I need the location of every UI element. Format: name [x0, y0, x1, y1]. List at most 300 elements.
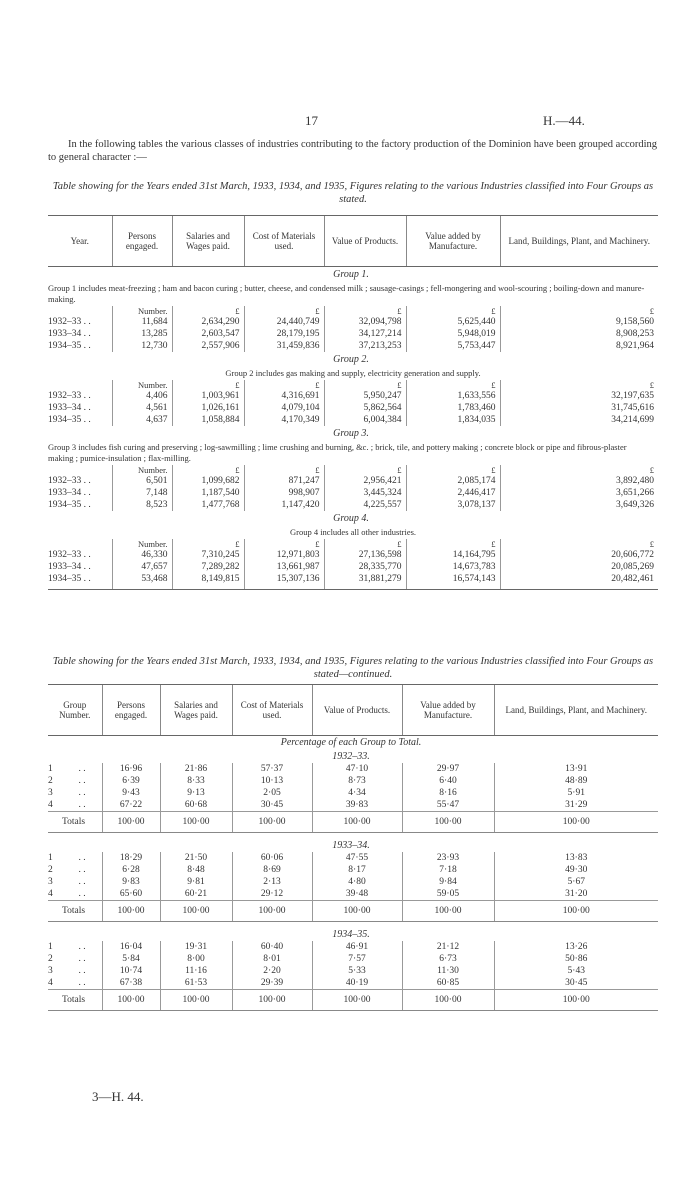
value-cell: 1,477,768: [172, 499, 244, 511]
units-spacer: [48, 465, 112, 475]
value-cell: 7,310,245: [172, 549, 244, 561]
value-cell: 47,657: [112, 561, 172, 573]
table1-column-header: Value of Products.: [324, 216, 406, 267]
unit-label: £: [406, 380, 500, 390]
unit-label: £: [324, 539, 406, 549]
value-cell: 1,058,884: [172, 414, 244, 426]
value-cell: 4,406: [112, 390, 172, 402]
unit-label: £: [324, 465, 406, 475]
value-cell: 7,289,282: [172, 561, 244, 573]
total-cell: 100·00: [232, 901, 312, 922]
value-cell: 39·48: [312, 888, 402, 901]
value-cell: 7·18: [402, 864, 494, 876]
value-cell: 67·38: [102, 977, 160, 990]
year-label: 1933–34 . .: [48, 403, 91, 413]
value-cell: 16·04: [102, 941, 160, 953]
totals-row: [48, 901, 658, 922]
value-cell: 16,574,143: [406, 573, 500, 585]
value-cell: 15,307,136: [244, 573, 324, 585]
value-cell: 20,606,772: [500, 549, 658, 561]
value-cell: 46·91: [312, 941, 402, 953]
value-cell: 31,459,836: [244, 340, 324, 352]
section-title: Percentage of each Group to Total.: [280, 737, 422, 748]
value-cell: 5,948,019: [406, 328, 500, 340]
year-label: 1932–33 . .: [48, 391, 91, 401]
value-cell: 6·39: [102, 775, 160, 787]
unit-label: £: [500, 539, 658, 549]
value-cell: 11·30: [402, 965, 494, 977]
value-cell: 37,213,253: [324, 340, 406, 352]
unit-label: £: [172, 306, 244, 316]
table-row: [48, 414, 658, 426]
value-cell: 61·53: [160, 977, 232, 990]
value-cell: 8·69: [232, 864, 312, 876]
leader-dots: . .: [78, 966, 86, 976]
year-label: 1933–34 . .: [48, 329, 91, 339]
total-cell: 100·00: [160, 901, 232, 922]
section-title-row: [48, 736, 658, 751]
year-label: 1932–33 . .: [48, 476, 91, 486]
total-cell: 100·00: [232, 812, 312, 833]
value-cell: 4·34: [312, 787, 402, 799]
group-number: 2: [48, 776, 53, 786]
table-row: [48, 876, 658, 888]
value-cell: 8,921,964: [500, 340, 658, 352]
value-cell: 49·30: [494, 864, 658, 876]
value-cell: 12,971,803: [244, 549, 324, 561]
group-number-cell: [48, 876, 102, 888]
value-cell: 3,649,326: [500, 499, 658, 511]
value-cell: 55·47: [402, 799, 494, 812]
group-number: 2: [48, 954, 53, 964]
page-header: [0, 113, 700, 131]
table-row: [48, 941, 658, 953]
table2-column-header: Salaries and Wages paid.: [160, 685, 232, 736]
unit-label: Number.: [112, 539, 172, 549]
year-label: 1934–35 . .: [48, 415, 91, 425]
value-cell: 1,633,556: [406, 390, 500, 402]
group-description: Group 2 includes gas making and supply, electricity generation and supply.: [225, 368, 481, 378]
group-title-row: [48, 426, 658, 441]
table1-column-header: Value added by Manufacture.: [406, 216, 500, 267]
value-cell: 13·26: [494, 941, 658, 953]
value-cell: 12,730: [112, 340, 172, 352]
value-cell: 57·37: [232, 763, 312, 775]
unit-label: Number.: [112, 380, 172, 390]
leader-dots: . .: [78, 978, 86, 988]
group-number-cell: [48, 799, 102, 812]
value-cell: 32,197,635: [500, 390, 658, 402]
leader-dots: . .: [78, 865, 86, 875]
unit-label: £: [244, 465, 324, 475]
value-cell: 29·39: [232, 977, 312, 990]
table1-column-header: Persons engaged.: [112, 216, 172, 267]
value-cell: 4,170,349: [244, 414, 324, 426]
value-cell: 50·86: [494, 953, 658, 965]
value-cell: 5,950,247: [324, 390, 406, 402]
table-row: [48, 499, 658, 511]
value-cell: 67·22: [102, 799, 160, 812]
value-cell: 14,164,795: [406, 549, 500, 561]
group-number: 4: [48, 800, 53, 810]
value-cell: 4,316,691: [244, 390, 324, 402]
value-cell: 8·48: [160, 864, 232, 876]
value-cell: 6·28: [102, 864, 160, 876]
group-title: Group 3.: [333, 428, 369, 439]
total-cell: 100·00: [102, 812, 160, 833]
value-cell: 9·81: [160, 876, 232, 888]
value-cell: 3,078,137: [406, 499, 500, 511]
table2-column-header: Cost of Materials used.: [232, 685, 312, 736]
units-spacer: [48, 539, 112, 549]
unit-label: £: [406, 306, 500, 316]
value-cell: 9·43: [102, 787, 160, 799]
value-cell: 46,330: [112, 549, 172, 561]
end-cell: [324, 585, 406, 590]
value-cell: 8,908,253: [500, 328, 658, 340]
value-cell: 2,557,906: [172, 340, 244, 352]
year-label: 1932–33 . .: [48, 550, 91, 560]
table-row: [48, 549, 658, 561]
value-cell: 8·73: [312, 775, 402, 787]
group-number: 3: [48, 788, 53, 798]
value-cell: 11·16: [160, 965, 232, 977]
unit-label: £: [500, 380, 658, 390]
value-cell: 47·10: [312, 763, 402, 775]
table-row: [48, 787, 658, 799]
value-cell: 60·85: [402, 977, 494, 990]
unit-label: £: [172, 465, 244, 475]
value-cell: 998,907: [244, 487, 324, 499]
table1: [48, 215, 658, 590]
value-cell: 29·12: [232, 888, 312, 901]
leader-dots: . .: [78, 853, 86, 863]
value-cell: 4,637: [112, 414, 172, 426]
value-cell: 3,445,324: [324, 487, 406, 499]
table-row: [48, 402, 658, 414]
table-row: [48, 977, 658, 990]
value-cell: 13,661,987: [244, 561, 324, 573]
group-number-cell: [48, 888, 102, 901]
value-cell: 13·83: [494, 852, 658, 864]
value-cell: 20,085,269: [500, 561, 658, 573]
value-cell: 10·13: [232, 775, 312, 787]
value-cell: 8·16: [402, 787, 494, 799]
value-cell: 47·55: [312, 852, 402, 864]
page-number: 17: [305, 113, 318, 128]
group-description-row: [48, 526, 658, 539]
value-cell: 1,783,460: [406, 402, 500, 414]
unit-label: £: [324, 380, 406, 390]
value-cell: 2·20: [232, 965, 312, 977]
total-cell: 100·00: [402, 990, 494, 1011]
total-cell: 100·00: [494, 812, 658, 833]
leader-dots: . .: [78, 877, 86, 887]
value-cell: 5·43: [494, 965, 658, 977]
unit-label: Number.: [112, 306, 172, 316]
value-cell: 60·21: [160, 888, 232, 901]
table-row: [48, 316, 658, 328]
value-cell: 2,446,417: [406, 487, 500, 499]
year-label: 1933–34 . .: [48, 488, 91, 498]
table2-column-header: Value added by Manufacture.: [402, 685, 494, 736]
total-cell: 100·00: [102, 990, 160, 1011]
value-cell: 4,079,104: [244, 402, 324, 414]
totals-label: Totals: [48, 812, 102, 833]
value-cell: 5·91: [494, 787, 658, 799]
group-title-row: [48, 352, 658, 367]
value-cell: 7,148: [112, 487, 172, 499]
value-cell: 5,753,447: [406, 340, 500, 352]
value-cell: 8·33: [160, 775, 232, 787]
value-cell: 5·84: [102, 953, 160, 965]
group-number: 3: [48, 966, 53, 976]
table1-header-row: [48, 216, 658, 267]
group-title-row: [48, 511, 658, 526]
table1-column-header: Year.: [48, 216, 112, 267]
signature-mark: 3—H. 44.: [92, 1089, 144, 1104]
value-cell: 40·19: [312, 977, 402, 990]
value-cell: 19·31: [160, 941, 232, 953]
value-cell: 4,561: [112, 402, 172, 414]
table-row: [48, 487, 658, 499]
value-cell: 2·13: [232, 876, 312, 888]
table2-column-header: Land, Buildings, Plant, and Machinery.: [494, 685, 658, 736]
value-cell: 8·01: [232, 953, 312, 965]
value-cell: 1,003,961: [172, 390, 244, 402]
group-title: Group 4.: [333, 513, 369, 524]
table-row: [48, 888, 658, 901]
total-cell: 100·00: [160, 990, 232, 1011]
leader-dots: . .: [78, 776, 86, 786]
value-cell: 8,149,815: [172, 573, 244, 585]
value-cell: 1,099,682: [172, 475, 244, 487]
year-title-row: [48, 750, 658, 763]
unit-label: £: [244, 539, 324, 549]
value-cell: 31,881,279: [324, 573, 406, 585]
total-cell: 100·00: [232, 990, 312, 1011]
table1-column-header: Land, Buildings, Plant, and Machinery.: [500, 216, 658, 267]
group-description-row: [48, 441, 658, 465]
value-cell: 23·93: [402, 852, 494, 864]
value-cell: 13,285: [112, 328, 172, 340]
group-number: 1: [48, 942, 53, 952]
table-end: [48, 585, 658, 590]
value-cell: 2,603,547: [172, 328, 244, 340]
value-cell: 28,179,195: [244, 328, 324, 340]
units-row: [48, 306, 658, 316]
end-cell: [406, 585, 500, 590]
value-cell: 11,684: [112, 316, 172, 328]
unit-label: £: [324, 306, 406, 316]
group-number: 4: [48, 978, 53, 988]
unit-label: £: [500, 306, 658, 316]
group-description: Group 1 includes meat-freezing ; ham and bacon curing ; butter, cheese, and condensed milk ; sausage-casings ; fell-mongering and wool-scouring ; boiling-down and manure-making.: [48, 283, 645, 304]
value-cell: 6,004,384: [324, 414, 406, 426]
value-cell: 65·60: [102, 888, 160, 901]
group-number-cell: [48, 965, 102, 977]
unit-label: £: [172, 380, 244, 390]
value-cell: 9·83: [102, 876, 160, 888]
value-cell: 871,247: [244, 475, 324, 487]
year-label: 1934–35 . .: [48, 500, 91, 510]
table-row: [48, 573, 658, 585]
value-cell: 30·45: [494, 977, 658, 990]
leader-dots: . .: [78, 800, 86, 810]
leader-dots: . .: [78, 942, 86, 952]
value-cell: 39·83: [312, 799, 402, 812]
value-cell: 24,440,749: [244, 316, 324, 328]
value-cell: 53,468: [112, 573, 172, 585]
value-cell: 13·91: [494, 763, 658, 775]
end-cell: [172, 585, 244, 590]
value-cell: 6,501: [112, 475, 172, 487]
total-cell: 100·00: [494, 901, 658, 922]
group-description: Group 3 includes fish curing and preserving ; log-sawmilling ; lime crushing and burning, &c. ; brick, tile, and pottery making ; concrete block or pipe and fibrous-plaster making ; pumice-insulation ; flax-milling.: [48, 442, 627, 463]
totals-label: Totals: [48, 901, 102, 922]
group-description-row: [48, 282, 658, 306]
group-title: Group 1.: [333, 269, 369, 280]
table-row: [48, 953, 658, 965]
total-cell: 100·00: [402, 901, 494, 922]
group-number: 4: [48, 889, 53, 899]
table2: [48, 684, 658, 1011]
total-cell: 100·00: [312, 812, 402, 833]
unit-label: £: [406, 539, 500, 549]
group-number-cell: [48, 775, 102, 787]
value-cell: 3,651,266: [500, 487, 658, 499]
table-row: [48, 340, 658, 352]
value-cell: 31,745,616: [500, 402, 658, 414]
table2-body: [48, 736, 658, 1011]
intro-paragraph: In the following tables the various classes of industries contributing to the factory production of the Dominion have been grouped according to general character :—: [48, 139, 658, 163]
unit-label: £: [500, 465, 658, 475]
total-cell: 100·00: [312, 990, 402, 1011]
table2-column-header: Persons engaged.: [102, 685, 160, 736]
unit-label: £: [172, 539, 244, 549]
value-cell: 34,214,699: [500, 414, 658, 426]
value-cell: 60·68: [160, 799, 232, 812]
units-row: [48, 539, 658, 549]
group-number: 1: [48, 853, 53, 863]
value-cell: 8,523: [112, 499, 172, 511]
value-cell: 31·20: [494, 888, 658, 901]
value-cell: 1,187,540: [172, 487, 244, 499]
value-cell: 34,127,214: [324, 328, 406, 340]
value-cell: 1,147,420: [244, 499, 324, 511]
document-reference: H.—44.: [543, 113, 585, 128]
unit-label: £: [406, 465, 500, 475]
value-cell: 6·73: [402, 953, 494, 965]
total-cell: 100·00: [312, 901, 402, 922]
table1-body: [48, 267, 658, 590]
year-label: 1934–35 . .: [48, 574, 91, 584]
year-title-row: [48, 839, 658, 852]
group-number-cell: [48, 852, 102, 864]
value-cell: 1,026,161: [172, 402, 244, 414]
leader-dots: . .: [78, 788, 86, 798]
table-row: [48, 852, 658, 864]
year-title-row: [48, 928, 658, 941]
value-cell: 60·06: [232, 852, 312, 864]
table2-column-header: Value of Products.: [312, 685, 402, 736]
value-cell: 2,956,421: [324, 475, 406, 487]
total-cell: 100·00: [494, 990, 658, 1011]
table1-column-header: Salaries and Wages paid.: [172, 216, 244, 267]
value-cell: 16·96: [102, 763, 160, 775]
leader-dots: . .: [78, 764, 86, 774]
group-number: 3: [48, 877, 53, 887]
value-cell: 29·97: [402, 763, 494, 775]
group-number: 2: [48, 865, 53, 875]
value-cell: 30·45: [232, 799, 312, 812]
value-cell: 18·29: [102, 852, 160, 864]
value-cell: 4,225,557: [324, 499, 406, 511]
year-label: 1934–35 . .: [48, 341, 91, 351]
end-cell: [244, 585, 324, 590]
value-cell: 8·17: [312, 864, 402, 876]
value-cell: 9·13: [160, 787, 232, 799]
table-row: [48, 965, 658, 977]
value-cell: 5,862,564: [324, 402, 406, 414]
group-title: Group 2.: [333, 354, 369, 365]
table-row: [48, 390, 658, 402]
table-row: [48, 475, 658, 487]
units-spacer: [48, 380, 112, 390]
totals-label: Totals: [48, 990, 102, 1011]
value-cell: 27,136,598: [324, 549, 406, 561]
year-title: 1932–33.: [332, 751, 370, 762]
total-cell: 100·00: [102, 901, 160, 922]
value-cell: 20,482,461: [500, 573, 658, 585]
table-row: [48, 328, 658, 340]
end-cell: [48, 585, 112, 590]
table2-caption: Table showing for the Years ended 31st March, 1933, 1934, and 1935, Figures relating to the various Industries classified into Four Groups as stated—continued.: [52, 656, 654, 680]
group-number-cell: [48, 941, 102, 953]
value-cell: 3,892,480: [500, 475, 658, 487]
group-description: Group 4 includes all other industries.: [289, 527, 417, 537]
value-cell: 60·40: [232, 941, 312, 953]
group-number-cell: [48, 953, 102, 965]
value-cell: 9·84: [402, 876, 494, 888]
unit-label: £: [244, 380, 324, 390]
value-cell: 28,335,770: [324, 561, 406, 573]
end-cell: [112, 585, 172, 590]
value-cell: 6·40: [402, 775, 494, 787]
unit-label: Number.: [112, 465, 172, 475]
value-cell: 2,085,174: [406, 475, 500, 487]
value-cell: 14,673,783: [406, 561, 500, 573]
table1-caption: Table showing for the Years ended 31st March, 1933, 1934, and 1935, Figures relating to the various Industries classified into Four Groups as stated.: [52, 181, 654, 205]
table1-column-header: Cost of Materials used.: [244, 216, 324, 267]
table-row: [48, 799, 658, 812]
group-number: 1: [48, 764, 53, 774]
value-cell: 21·50: [160, 852, 232, 864]
year-label: 1932–33 . .: [48, 317, 91, 327]
units-row: [48, 380, 658, 390]
table-row: [48, 775, 658, 787]
units-row: [48, 465, 658, 475]
total-cell: 100·00: [402, 812, 494, 833]
table-row: [48, 763, 658, 775]
table-row: [48, 864, 658, 876]
totals-row: [48, 990, 658, 1011]
total-cell: 100·00: [160, 812, 232, 833]
value-cell: 5·33: [312, 965, 402, 977]
table2-header-row: [48, 685, 658, 736]
end-cell: [500, 585, 658, 590]
leader-dots: . .: [78, 954, 86, 964]
